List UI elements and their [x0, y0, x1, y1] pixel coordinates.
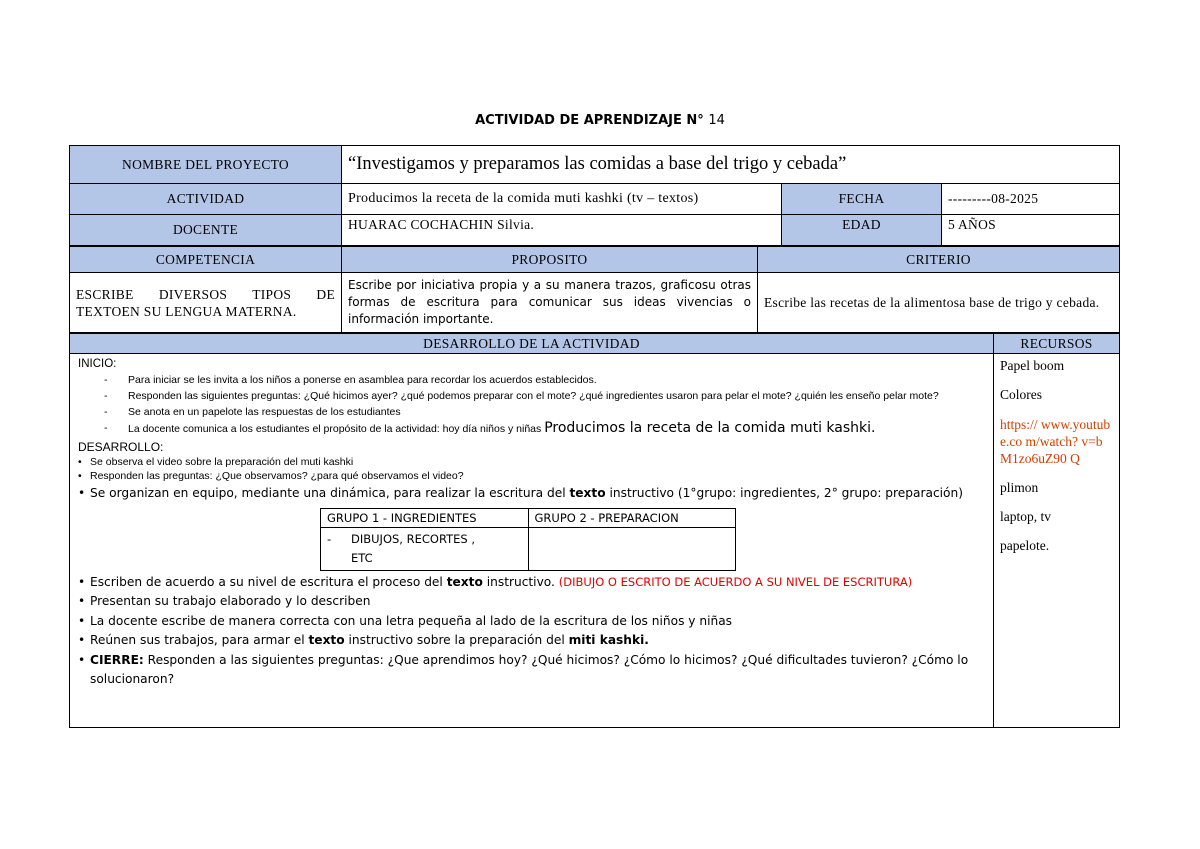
list-item: • Responden las preguntas: ¿Que observamos? ¿para qué observamos el video?: [78, 470, 464, 482]
resources-header: RECURSOS: [994, 334, 1120, 354]
list-item: • Se observa el video sobre la preparación del muti kashki: [78, 456, 354, 468]
list-item: • Se organizan en equipo, mediante una dinámica, para realizar la escritura del texto instructivo (1°grupo: ingredientes, 2° grupo: preparación): [78, 486, 963, 500]
competency-table: [69, 246, 1120, 333]
list-item: • Escriben de acuerdo a su nivel de escritura el proceso del texto instructivo. (DIBUJO O ESCRITO DE ACUERDO A SU NIVEL DE ESCRITURA): [78, 574, 913, 589]
criterion-label: CRITERIO: [758, 247, 1120, 273]
resource-item: papelote.: [1000, 538, 1050, 553]
resources-cell: [994, 354, 1120, 728]
development-body: [70, 354, 994, 728]
project-label: NOMBRE DEL PROYECTO: [70, 146, 342, 184]
activity-label: ACTIVIDAD: [70, 184, 342, 215]
group2-items: [528, 527, 736, 570]
resource-item: laptop, tv: [1000, 509, 1051, 524]
list-item: - Responden las siguientes preguntas: ¿Qué hicimos ayer? ¿qué podemos preparar con el mote? ¿qué ingredientes usaron para pelar el mote? ¿quién les enseño pelar mote?: [104, 390, 939, 402]
purpose-label: PROPOSITO: [342, 247, 758, 273]
date-label: FECHA: [782, 184, 942, 215]
list-item: • Presentan su trabajo elaborado y lo describen: [78, 594, 371, 608]
resource-link[interactable]: https:// www.youtube.co m/watch? v=bM1zo6uZ90 Q: [1000, 417, 1111, 466]
list-item: • CIERRE: Responden a las siguientes preguntas: ¿Que aprendimos hoy? ¿Qué hicimos? ¿Cómo lo hicimos? ¿Qué dificultades tuvieron? ¿Cómo lo solucionaron?: [78, 652, 969, 686]
header-table: [69, 145, 1120, 246]
list-item: • Reúnen sus trabajos, para armar el texto instructivo sobre la preparación del miti kashki.: [78, 633, 649, 647]
development-header: DESARROLLO DE LA ACTIVIDAD: [70, 334, 994, 354]
age-label: EDAD: [782, 215, 942, 246]
competence-value: ESCRIBE DIVERSOS TIPOS DE TEXTOEN SU LENGUA MATERNA.: [70, 273, 342, 333]
list-item: - Se anota en un papelote las respuestas de los estudiantes: [104, 406, 401, 418]
inicio-label: INICIO:: [78, 358, 117, 370]
resource-item: Papel boom: [1000, 358, 1065, 373]
groups-table: [320, 508, 736, 571]
activity-value: Producimos la receta de la comida muti kashki (tv – textos): [342, 184, 782, 215]
teacher-label: DOCENTE: [70, 215, 342, 246]
resource-item: Colores: [1000, 387, 1042, 402]
project-value: “Investigamos y preparamos las comidas a base del trigo y cebada”: [342, 146, 1120, 184]
list-item: - Para iniciar se les invita a los niños a ponerse en asamblea para recordar los acuerdos establecidos.: [104, 374, 597, 386]
group1-header: GRUPO 1 - INGREDIENTES: [321, 508, 529, 527]
competence-label: COMPETENCIA: [70, 247, 342, 273]
purpose-value: Escribe por iniciativa propia y a su manera trazos, graficosu otras formas de escritura para comunicar sus ideas vivencias o información importante.: [342, 273, 758, 333]
desarrollo-label: DESARROLLO:: [78, 440, 164, 454]
age-value: 5 AÑOS: [942, 215, 1120, 246]
development-table: [69, 333, 1120, 728]
teacher-value: HUARAC COCHACHIN Silvia.: [342, 215, 782, 246]
group1-items: - DIBUJOS, RECORTES , ETC: [321, 527, 529, 570]
page-title: ACTIVIDAD DE APRENDIZAJE N° 14: [475, 113, 725, 128]
date-value: ---------08-2025: [942, 184, 1120, 215]
criterion-value: Escribe las recetas de la alimentosa base de trigo y cebada.: [758, 273, 1120, 333]
group2-header: GRUPO 2 - PREPARACION: [528, 508, 736, 527]
list-item: • La docente escribe de manera correcta con una letra pequeña al lado de la escritura de los niños y niñas: [78, 613, 733, 628]
list-item: - La docente comunica a los estudiantes el propósito de la actividad: hoy día niños y niñas Producimos la receta de la comida muti kashki.: [104, 420, 876, 436]
resource-item: plimon: [1000, 480, 1039, 495]
